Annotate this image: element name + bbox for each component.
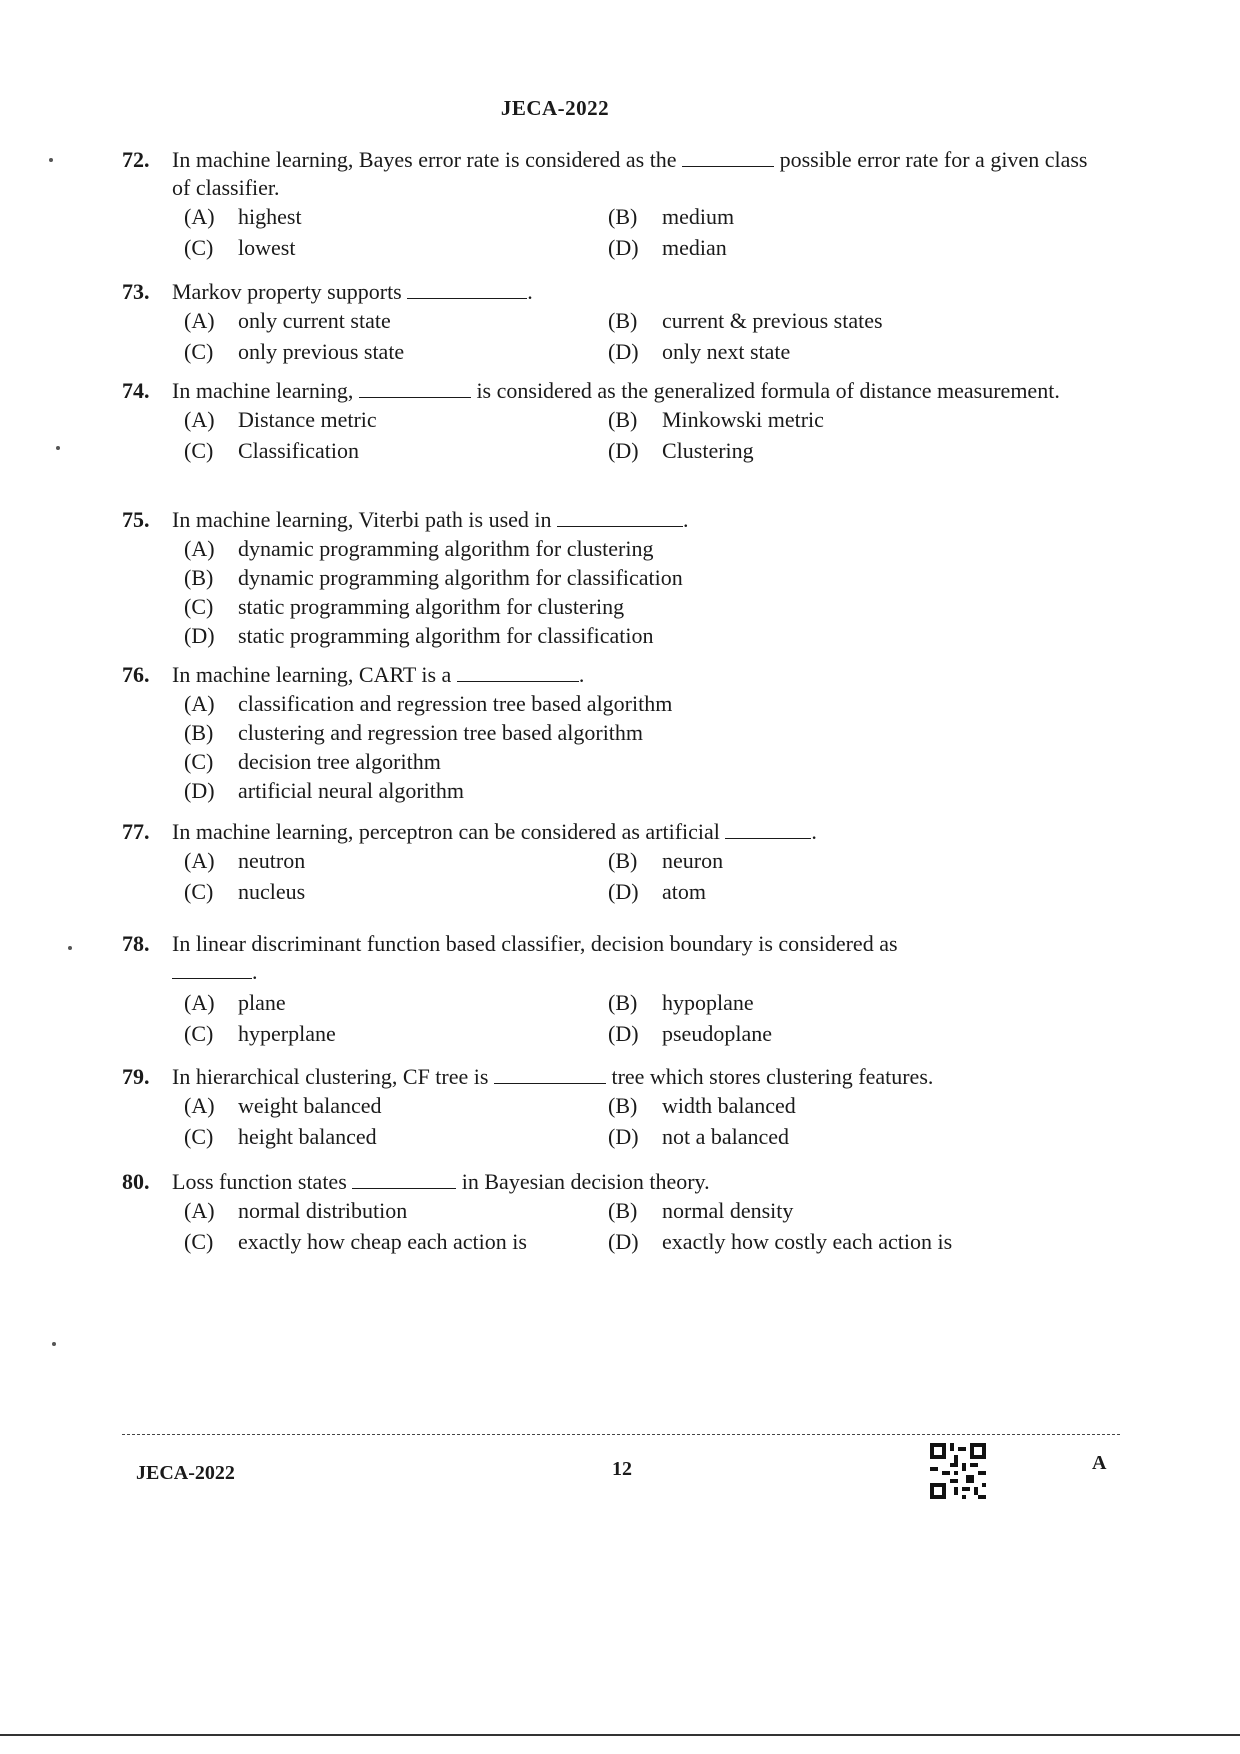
question-75	[122, 506, 1092, 650]
option-d: (D) Clustering	[608, 438, 754, 463]
options	[184, 202, 1092, 262]
options	[184, 689, 1092, 805]
option-a: (A) classification and regression tree based algorithm	[184, 691, 673, 716]
question-number: 77.	[122, 819, 150, 844]
question-set-label: A	[1092, 1452, 1107, 1474]
option-d: (D) atom	[608, 879, 706, 904]
option-d: (D) pseudoplane	[608, 1021, 772, 1046]
page-bottom-edge	[0, 1734, 1240, 1736]
option-c: (C) static programming algorithm for clustering	[184, 594, 625, 619]
scan-speck	[68, 946, 72, 950]
question-text: Loss function states in Bayesian decision theory.	[172, 1169, 710, 1194]
option-c: (C) lowest	[184, 235, 296, 260]
question-number: 76.	[122, 662, 150, 687]
answer-blank	[682, 148, 774, 167]
question-text: In machine learning, is considered as the generalized formula of distance measurement.	[172, 378, 1060, 403]
answer-blank	[725, 820, 811, 839]
option-c: (C) Classification	[184, 438, 359, 463]
option-b: (B) current & previous states	[608, 308, 883, 333]
qr-code-icon	[930, 1443, 986, 1499]
scan-speck	[52, 1342, 56, 1346]
question-text: Markov property supports .	[172, 279, 533, 304]
option-a: (A) dynamic programming algorithm for clustering	[184, 536, 654, 561]
options	[184, 988, 1092, 1048]
option-a: (A) only current state	[184, 308, 391, 333]
option-b: (B) clustering and regression tree based algorithm	[184, 720, 644, 745]
option-b: (B) neuron	[608, 848, 724, 873]
option-b: (B) Minkowski metric	[608, 407, 824, 432]
question-number: 73.	[122, 279, 150, 304]
footer-divider	[122, 1434, 1120, 1435]
option-d: (D) artificial neural algorithm	[184, 778, 465, 803]
option-b: (B) width balanced	[608, 1093, 796, 1118]
option-d: (D) not a balanced	[608, 1124, 790, 1149]
question-number: 75.	[122, 507, 150, 532]
question-number: 78.	[122, 931, 150, 956]
question-text: In machine learning, Bayes error rate is considered as the possible error rate for a given class of classifier.	[172, 147, 1088, 200]
option-a: (A) highest	[184, 204, 302, 229]
options	[184, 306, 1092, 366]
answer-blank	[557, 508, 683, 527]
page-number: 12	[612, 1458, 632, 1480]
option-d: (D) static programming algorithm for classification	[184, 623, 654, 648]
scan-speck	[49, 158, 53, 162]
answer-blank	[172, 960, 252, 979]
option-d: (D) median	[608, 235, 727, 260]
answer-blank	[407, 280, 527, 299]
answer-blank	[352, 1170, 456, 1189]
options	[184, 534, 1092, 650]
page-title: JECA-2022	[500, 96, 610, 120]
option-b: (B) normal density	[608, 1198, 794, 1223]
option-b: (B) dynamic programming algorithm for classification	[184, 565, 683, 590]
option-c: (C) nucleus	[184, 879, 306, 904]
option-a: (A) neutron	[184, 848, 306, 873]
question-number: 72.	[122, 147, 150, 172]
question-78	[122, 930, 1092, 1048]
question-77	[122, 818, 1092, 906]
question-text: In linear discriminant function based classifier, decision boundary is considered as .	[172, 931, 898, 984]
options	[184, 846, 1092, 906]
option-d: (D) only next state	[608, 339, 791, 364]
answer-blank	[457, 663, 579, 682]
question-73	[122, 278, 1092, 366]
question-number: 80.	[122, 1169, 150, 1194]
question-80	[122, 1168, 1092, 1256]
option-c: (C) height balanced	[184, 1124, 377, 1149]
question-text: In machine learning, CART is a .	[172, 662, 585, 687]
question-number: 79.	[122, 1064, 150, 1089]
question-79	[122, 1063, 1092, 1151]
option-a: (A) normal distribution	[184, 1198, 408, 1223]
option-a: (A) weight balanced	[184, 1093, 382, 1118]
scan-speck	[56, 446, 60, 450]
option-c: (C) only previous state	[184, 339, 405, 364]
footer-exam-code: JECA-2022	[136, 1462, 235, 1484]
answer-blank	[359, 379, 471, 398]
option-d: (D) exactly how costly each action is	[608, 1229, 953, 1254]
question-text: In hierarchical clustering, CF tree is tree which stores clustering features.	[172, 1064, 934, 1089]
option-c: (C) decision tree algorithm	[184, 749, 441, 774]
question-number: 74.	[122, 378, 150, 403]
option-b: (B) hypoplane	[608, 990, 754, 1015]
options	[184, 1091, 1092, 1151]
question-72	[122, 146, 1092, 262]
question-text: In machine learning, Viterbi path is used in .	[172, 507, 689, 532]
option-a: (A) plane	[184, 990, 286, 1015]
options	[184, 405, 1092, 465]
option-b: (B) medium	[608, 204, 735, 229]
option-a: (A) Distance metric	[184, 407, 377, 432]
answer-blank	[494, 1065, 606, 1084]
question-text: In machine learning, perceptron can be considered as artificial .	[172, 819, 817, 844]
question-74	[122, 377, 1092, 465]
option-c: (C) exactly how cheap each action is	[184, 1229, 527, 1254]
options	[184, 1196, 1092, 1256]
option-c: (C) hyperplane	[184, 1021, 336, 1046]
question-76	[122, 661, 1092, 805]
